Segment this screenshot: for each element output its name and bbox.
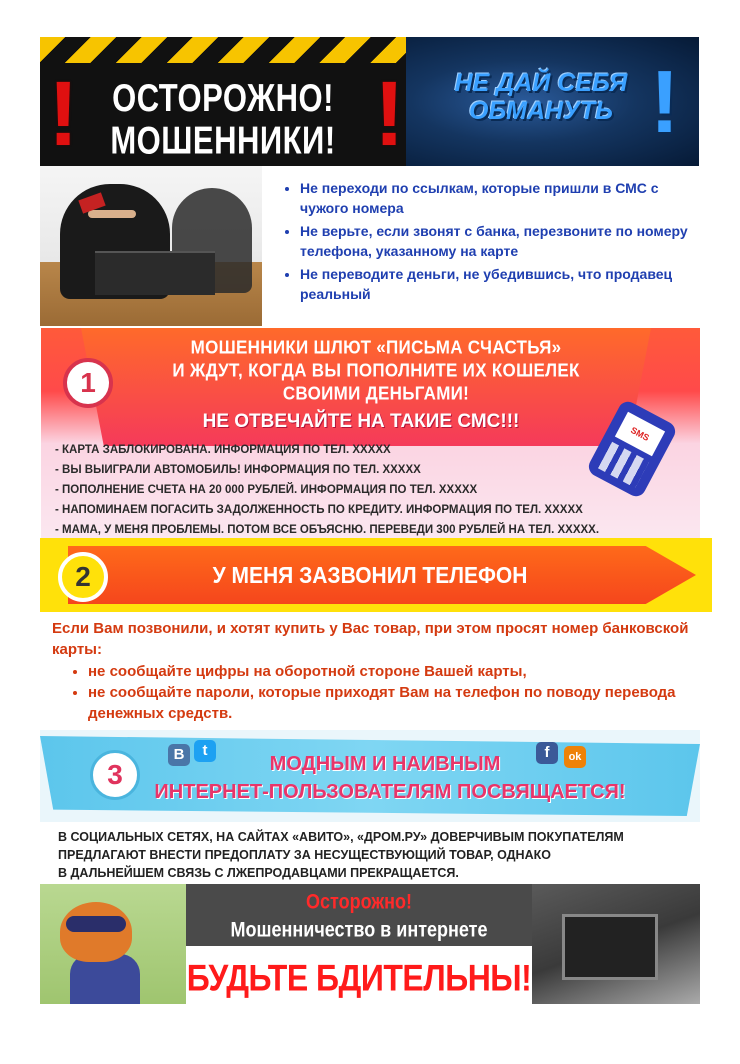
sms-example: - НАПОМИНАЕМ ПОГАСИТЬ ЗАДОЛЖЕННОСТЬ ПО КРЕДИТУ. ИНФОРМАЦИЯ ПО ТЕЛ. XXXXX [55,504,583,516]
laptop-icon [562,914,658,980]
section-headline: ИНТЕРНЕТ-ПОЛЬЗОВАТЕЛЯМ ПОСВЯЩАЕТСЯ! [154,781,626,803]
tips-list [264,178,704,307]
footer-banner [40,884,700,1004]
advice-item: • не сообщайте пароли, которые приходят Вам на телефон по поводу перевода денежных средств. [88,682,738,724]
section-number: 2 [58,552,108,602]
fox-cartoon-image [40,884,186,1004]
phone-call-advice [52,661,738,724]
laptop-icon [95,251,215,295]
sms-example: - ПОПОЛНЕНИЕ СЧЕТА НА 20 000 РУБЛЕЙ. ИНФОРМАЦИЯ ПО ТЕЛ. XXXXX [55,484,478,496]
exclamation-icon: ! [374,63,405,165]
exclamation-icon: ! [650,52,680,151]
section-phone-call [40,538,712,612]
sms-example: - ВЫ ВЫИГРАЛИ АВТОМОБИЛЬ! ИНФОРМАЦИЯ ПО ТЕЛ. XXXXX [55,464,421,476]
sms-label: SMS [615,412,665,456]
slogan-banner [406,37,699,166]
advice-item: • не сообщайте цифры на оборотной стороне Вашей карты, [88,661,738,682]
text-line: В СОЦИАЛЬНЫХ СЕТЯХ, НА САЙТАХ «АВИТО», «ДРОМ.РУ» ДОВЕРЧИВЫМ ПОКУПАТЕЛЯМ [58,830,624,844]
odnoklassniki-icon: ok [564,746,586,768]
footer-vigilance: БУДЬТЕ БДИТЕЛЬНЫ! [186,957,532,999]
text-line: ПРЕДЛАГАЮТ ВНЕСТИ ПРЕДОПЛАТУ ЗА НЕСУЩЕСТВУЮЩИЙ ТОВАР, ОДНАКО [58,848,551,862]
text-line: В ДАЛЬНЕЙШЕМ СВЯЗЬ С ЛЖЕПРОДАВЦАМИ ПРЕКРАЩАЕТСЯ. [58,866,459,880]
section-number: 1 [63,358,113,408]
twitter-icon: t [194,740,216,762]
section-headline: МОДНЫМ И НАИВНЫМ [269,753,501,775]
sms-example: - КАРТА ЗАБЛОКИРОВАНА. ИНФОРМАЦИЯ ПО ТЕЛ. XXXXX [55,444,391,456]
hazard-stripes [40,37,406,63]
facebook-icon: f [536,742,558,764]
section-sms-scam [41,328,700,538]
section-headline: МОШЕННИКИ ШЛЮТ «ПИСЬМА СЧАСТЬЯ» [190,337,562,358]
tip-item: • Не переводите деньги, не убедившись, что продавец реальный [300,264,704,304]
slogan-text: НЕ ДАЙ СЕБЯ ОБМАНУТЬ [454,69,628,125]
sms-example: - МАМА, У МЕНЯ ПРОБЛЕМЫ. ПОТОМ ВСЕ ОБЪЯСНЮ. ПЕРЕВЕДИ 300 РУБЛЕЙ НА ТЕЛ. XXXXX. [55,524,600,536]
internet-scam-text [58,828,698,882]
exclamation-icon: ! [48,63,79,165]
section-number: 3 [90,750,140,800]
tip-item: • Не переходи по ссылкам, которые пришли в СМС с чужого номера [300,178,704,218]
vk-icon: В [168,744,190,766]
warning-title: ОСТОРОЖНО! МОШЕННИКИ! [110,75,336,162]
sms-examples [55,440,700,538]
footer-caution: Осторожно! [306,889,412,914]
warning-banner [40,37,406,166]
footer-subtitle: Мошенничество в интернете [230,917,488,942]
section-internet-users [40,730,700,822]
sms-warning: НЕ ОТВЕЧАЙТЕ НА ТАКИЕ СМС!!! [202,411,520,432]
section-headline: И ЖДУТ, КОГДА ВЫ ПОПОЛНИТЕ ИХ КОШЕЛЕК [172,360,580,381]
tip-item: • Не верьте, если звонят с банка, перезвоните по номеру телефона, указанному на карте [300,221,704,261]
hacker-image [40,166,262,326]
laptop-theft-image [532,884,700,1004]
section-headline: СВОИМИ ДЕНЬГАМИ! [282,383,470,404]
section-title: У МЕНЯ ЗАЗВОНИЛ ТЕЛЕФОН [212,563,528,589]
phone-call-intro: Если Вам позвонили, и хотят купить у Вас товар, при этом просят номер банковской карты: [52,620,689,658]
